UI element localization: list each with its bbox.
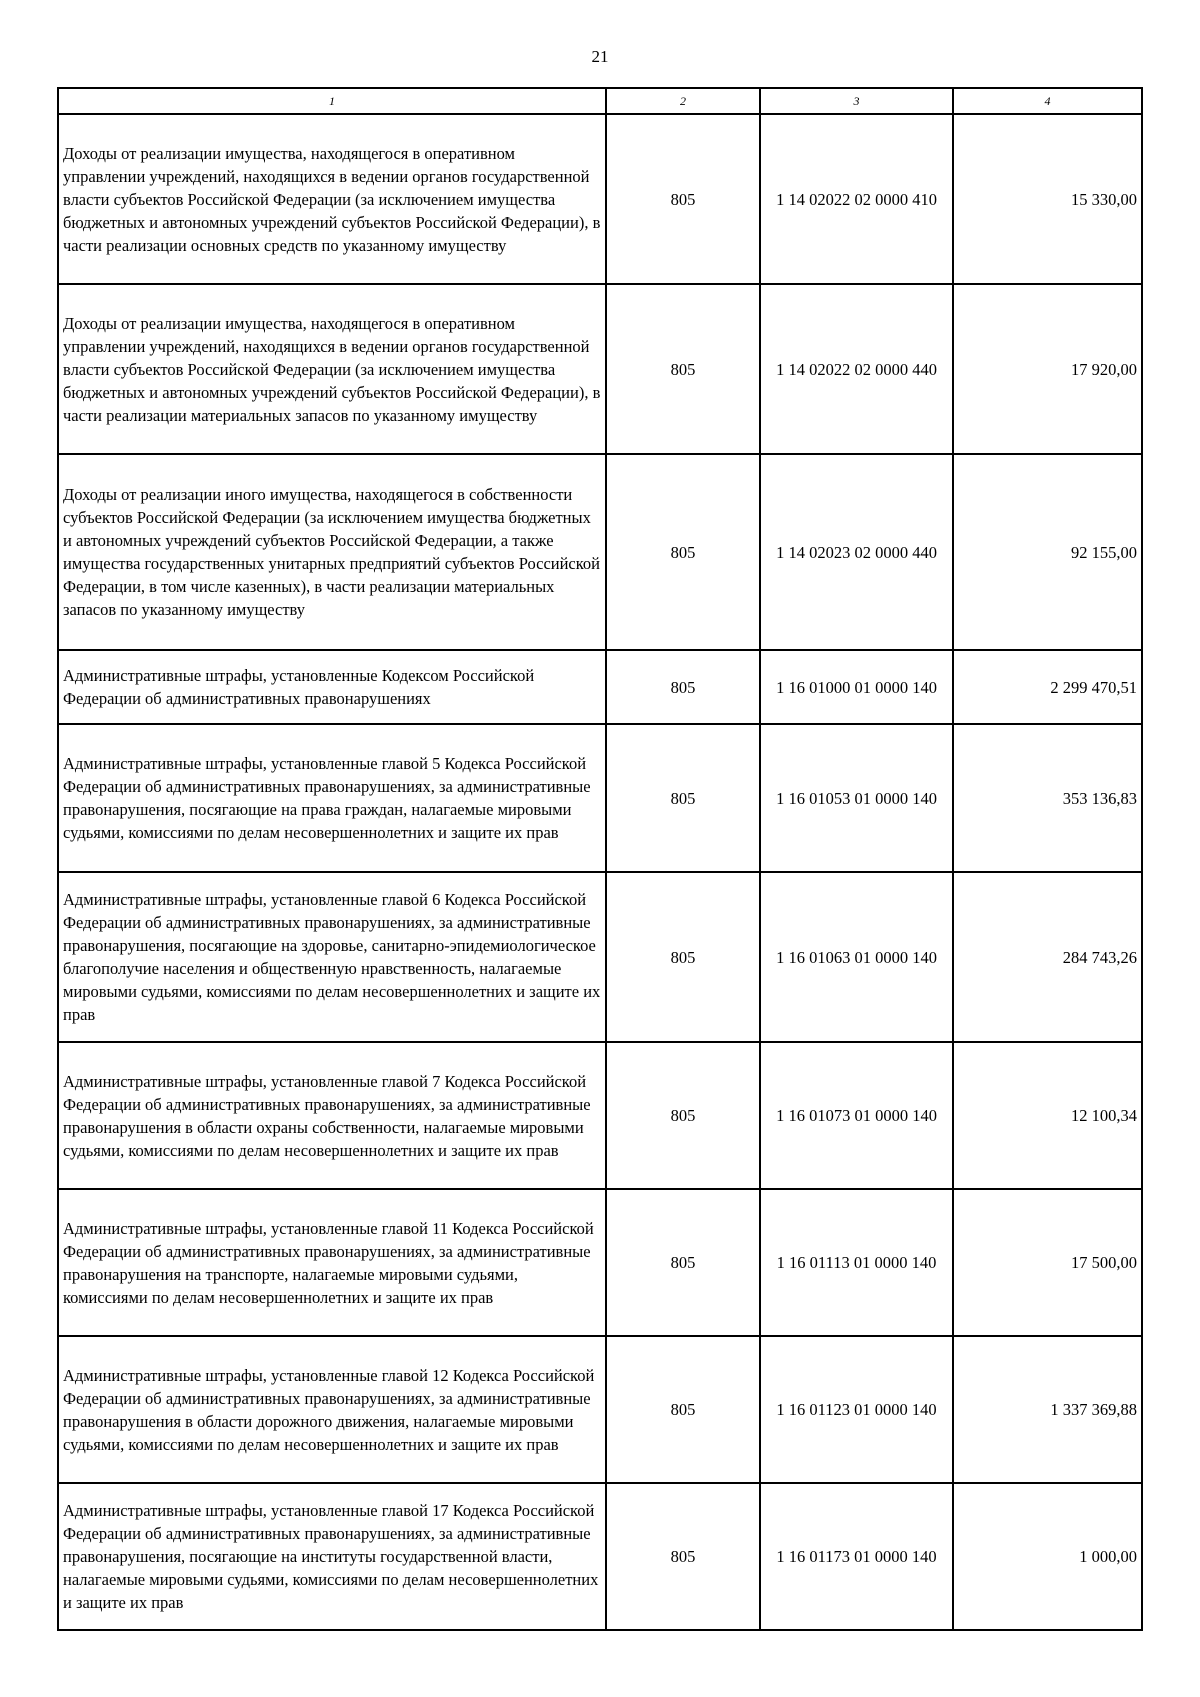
row-admin-code: 805: [606, 872, 760, 1042]
row-description: Административные штрафы, установленные Кодексом Российской Федерации об административных правонарушениях: [58, 650, 606, 724]
row-admin-code: 805: [606, 1336, 760, 1483]
row-budget-code: 1 14 02023 02 0000 440: [760, 454, 953, 650]
row-amount: 2 299 470,51: [953, 650, 1142, 724]
row-amount: 15 330,00: [953, 114, 1142, 284]
row-amount: 17 500,00: [953, 1189, 1142, 1336]
column-number-row: [58, 88, 1142, 114]
row-budget-code: 1 14 02022 02 0000 440: [760, 284, 953, 454]
row-amount: 12 100,34: [953, 1042, 1142, 1189]
row-description: Административные штрафы, установленные главой 5 Кодекса Российской Федерации об административных правонарушениях, за административные правонарушения, посягающие на права граждан, налагаемые мировыми судьями, комиссиями по делам несовершеннолетних и защите их прав: [58, 724, 606, 872]
row-admin-code: 805: [606, 724, 760, 872]
row-description: Доходы от реализации иного имущества, находящегося в собственности субъектов Российской Федерации (за исключением имущества бюджетных и автономных учреждений субъектов Российской Федерации, а также имущества государственных унитарных предприятий субъектов Российской Федерации, в том числе казенных), в части реализации материальных запасов по указанному имуществу: [58, 454, 606, 650]
row-admin-code: 805: [606, 1483, 760, 1630]
row-admin-code: 805: [606, 284, 760, 454]
row-admin-code: 805: [606, 650, 760, 724]
row-description: Административные штрафы, установленные главой 11 Кодекса Российской Федерации об административных правонарушениях, за административные правонарушения на транспорте, налагаемые мировыми судьями, комиссиями по делам несовершеннолетних и защите их прав: [58, 1189, 606, 1336]
table-row: [58, 284, 1142, 454]
row-description: Доходы от реализации имущества, находящегося в оперативном управлении учреждений, находящихся в ведении органов государственной власти субъектов Российской Федерации (за исключением имущества бюджетных и автономных учреждений субъектов Российской Федерации), в части реализации основных средств по указанному имуществу: [58, 114, 606, 284]
row-description: Административные штрафы, установленные главой 12 Кодекса Российской Федерации об административных правонарушениях, за административные правонарушения в области дорожного движения, налагаемые мировыми судьями, комиссиями по делам несовершеннолетних и защите их прав: [58, 1336, 606, 1483]
revenue-table: [57, 87, 1143, 1631]
column-number-3: 3: [760, 88, 953, 114]
page-number: 21: [591, 47, 609, 66]
row-budget-code: 1 16 01053 01 0000 140: [760, 724, 953, 872]
row-description: Административные штрафы, установленные главой 17 Кодекса Российской Федерации об административных правонарушениях, за административные правонарушения, посягающие на институты государственной власти, налагаемые мировыми судьями, комиссиями по делам несовершеннолетних и защите их прав: [58, 1483, 606, 1630]
row-admin-code: 805: [606, 454, 760, 650]
row-admin-code: 805: [606, 114, 760, 284]
row-budget-code: 1 14 02022 02 0000 410: [760, 114, 953, 284]
row-amount: 1 337 369,88: [953, 1336, 1142, 1483]
row-budget-code: 1 16 01173 01 0000 140: [760, 1483, 953, 1630]
row-description: Административные штрафы, установленные главой 7 Кодекса Российской Федерации об административных правонарушениях, за административные правонарушения в области охраны собственности, налагаемые мировыми судьями, комиссиями по делам несовершеннолетних и защите их прав: [58, 1042, 606, 1189]
table-row: [58, 650, 1142, 724]
row-amount: 284 743,26: [953, 872, 1142, 1042]
row-admin-code: 805: [606, 1042, 760, 1189]
table-row: [58, 1042, 1142, 1189]
table-row: [58, 724, 1142, 872]
row-amount: 1 000,00: [953, 1483, 1142, 1630]
table-row: [58, 114, 1142, 284]
row-budget-code: 1 16 01000 01 0000 140: [760, 650, 953, 724]
table-row: [58, 1189, 1142, 1336]
table-row: [58, 454, 1142, 650]
row-description: Административные штрафы, установленные главой 6 Кодекса Российской Федерации об административных правонарушениях, за административные правонарушения, посягающие на здоровье, санитарно-эпидемиологическое благополучие населения и общественную нравственность, налагаемые мировыми судьями, комиссиями по делам несовершеннолетних и защите их прав: [58, 872, 606, 1042]
table-row: [58, 1336, 1142, 1483]
row-budget-code: 1 16 01063 01 0000 140: [760, 872, 953, 1042]
row-admin-code: 805: [606, 1189, 760, 1336]
row-amount: 17 920,00: [953, 284, 1142, 454]
row-budget-code: 1 16 01073 01 0000 140: [760, 1042, 953, 1189]
row-description: Доходы от реализации имущества, находящегося в оперативном управлении учреждений, находящихся в ведении органов государственной власти субъектов Российской Федерации (за исключением имущества бюджетных и автономных учреждений субъектов Российской Федерации), в части реализации материальных запасов по указанному имуществу: [58, 284, 606, 454]
table-row: [58, 872, 1142, 1042]
column-number-2: 2: [606, 88, 760, 114]
table-row: [58, 1483, 1142, 1630]
row-amount: 92 155,00: [953, 454, 1142, 650]
column-number-4: 4: [953, 88, 1142, 114]
row-budget-code: 1 16 01123 01 0000 140: [760, 1336, 953, 1483]
row-budget-code: 1 16 01113 01 0000 140: [760, 1189, 953, 1336]
column-number-1: 1: [58, 88, 606, 114]
row-amount: 353 136,83: [953, 724, 1142, 872]
